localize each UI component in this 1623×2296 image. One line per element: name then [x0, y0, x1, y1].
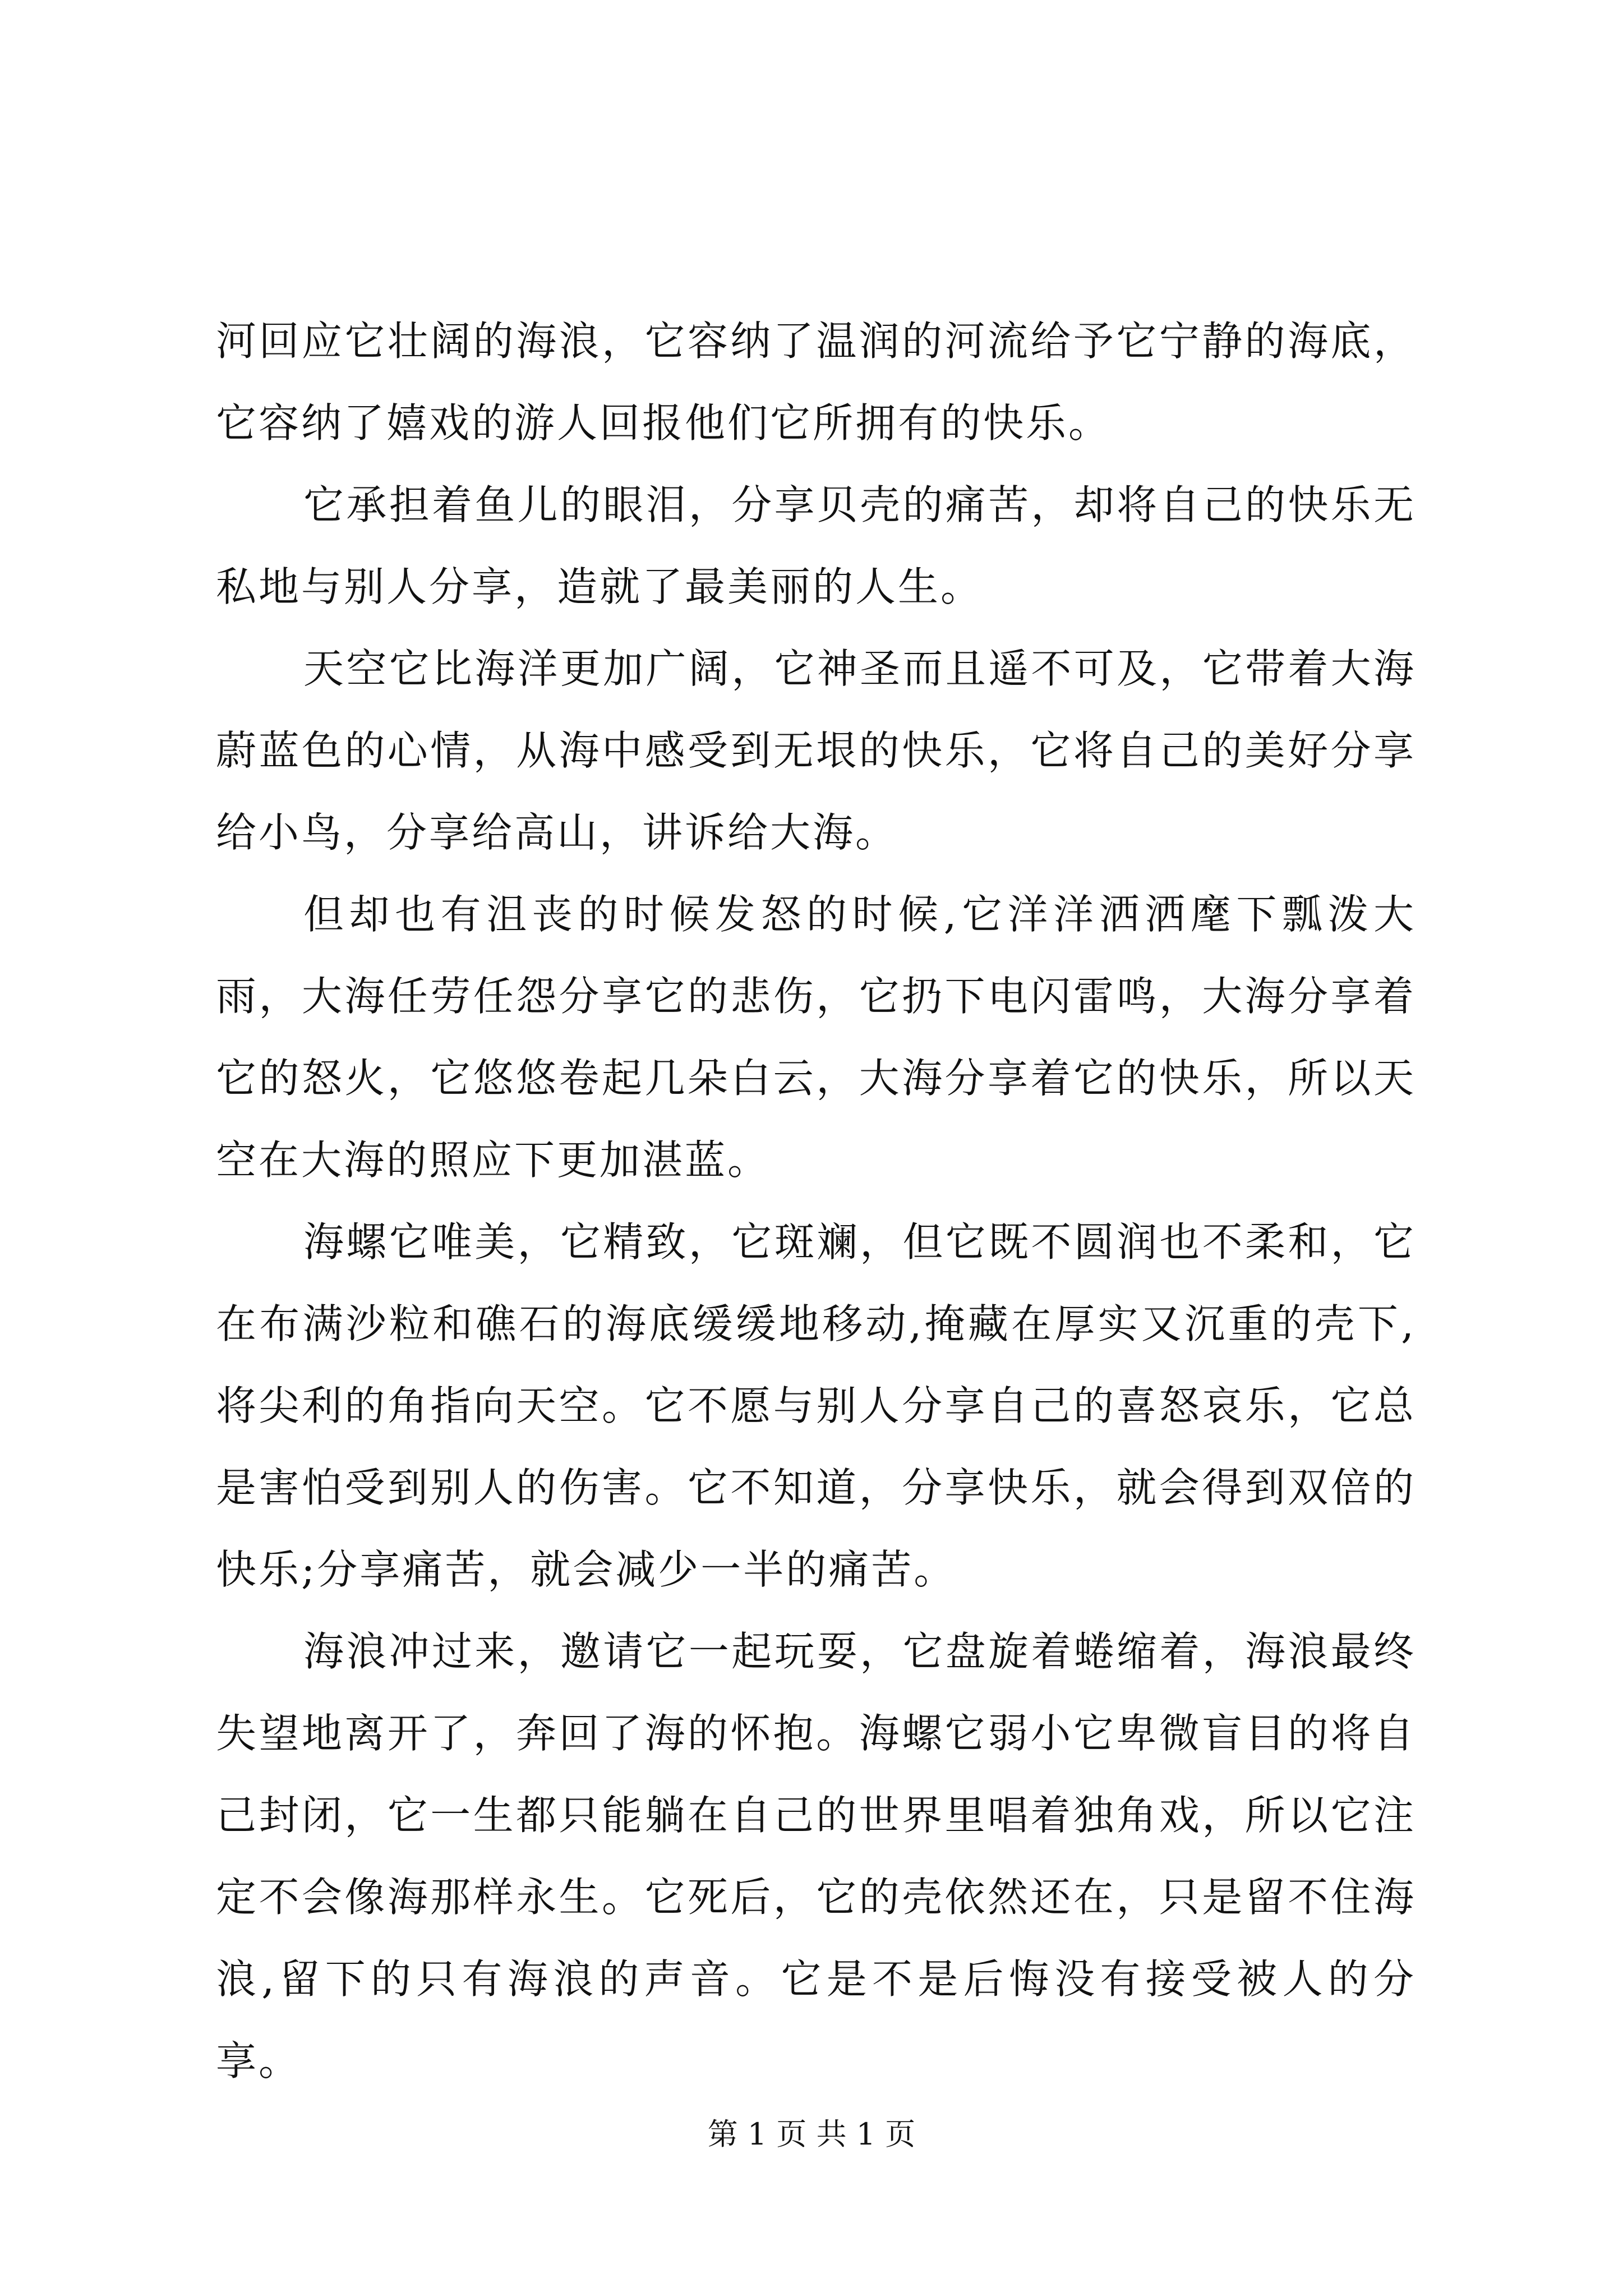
paragraph-5: 海螺它唯美，它精致，它斑斓，但它既不圆润也不柔和，它在布满沙粒和礁石的海底缓缓地移动,掩藏在厚实又沉重的壳下,将尖利的角指向天空。它不愿与别人分享自己的喜怒哀乐，它总是害怕受到别人的伤害。它不知道，分享快乐，就会得到双倍的快乐;分享痛苦，就会减少一半的痛苦。 — [216, 1218, 1416, 1593]
paragraph-6: 海浪冲过来，邀请它一起玩耍，它盘旋着蜷缩着，海浪最终失望地离开了，奔回了海的怀抱。海螺它弱小它卑微盲目的将自己封闭，它一生都只能躺在自己的世界里唱着独角戏，所以它注定不会像海那样永生。它死后，它的壳依然还在，只是留不住海浪,留下的只有海浪的声音。它是不是后悔没有接受被人的分享。 — [216, 1628, 1416, 2085]
document-body — [216, 300, 1416, 2102]
paragraph-2: 它承担着鱼儿的眼泪，分享贝壳的痛苦，却将自己的快乐无私地与别人分享，造就了最美丽的人生。 — [216, 481, 1416, 610]
paragraph-1: 河回应它壮阔的海浪，它容纳了温润的河流给予它宁静的海底，它容纳了嬉戏的游人回报他们它所拥有的快乐。 — [216, 318, 1416, 447]
paragraph-3: 天空它比海洋更加广阔，它神圣而且遥不可及，它带着大海蔚蓝色的心情，从海中感受到无垠的快乐，它将自己的美好分享给小鸟，分享给高山，讲诉给大海。 — [216, 645, 1416, 856]
paragraph-4: 但却也有沮丧的时候发怒的时候,它洋洋洒洒麾下瓢泼大雨，大海任劳任怨分享它的悲伤，它扔下电闪雷鸣，大海分享着它的怒火，它悠悠卷起几朵白云，大海分享着它的快乐，所以天空在大海的照应下更加湛蓝。 — [216, 891, 1416, 1184]
page-footer: 第 1 页 共 1 页 — [707, 2116, 916, 2152]
